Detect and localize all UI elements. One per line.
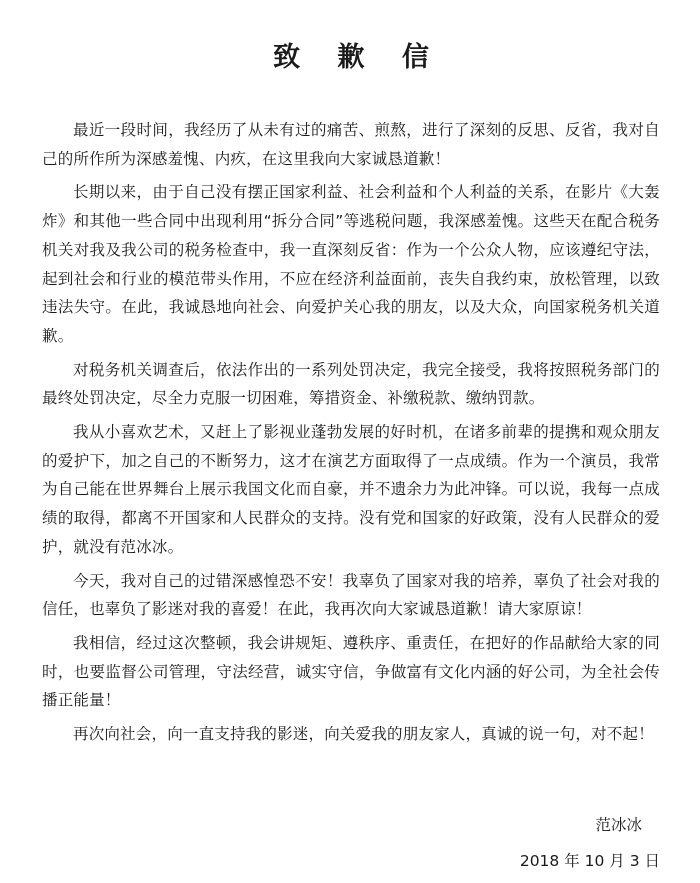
paragraph-5: 今天，我对自己的过错深感惶恐不安！我辜负了国家对我的培养，辜负了社会对我的信任，也辜负了影迷对我的喜爱！在此，我再次向大家诚恳道歉！请大家原谅！ [42, 571, 660, 619]
paragraph-6: 我相信，经过这次整顿，我会讲规矩、遵秩序、重责任，在把好的作品献给大家的同时，也要监督公司管理，守法经营，诚实守信，争做富有文化内涵的好公司，为全社会传播正能量！ [42, 633, 660, 710]
paragraph-1: 最近一段时间，我经历了从未有过的痛苦、煎熬，进行了深刻的反思、反省，我对自己的所作所为深感羞愧、内疚，在这里我向大家诚恳道歉！ [42, 121, 660, 168]
paragraph-7: 再次向社会，向一直支持我的影迷，向关爱我的朋友家人，真诚的说一句，对不起！ [73, 725, 654, 744]
paragraph-2: 长期以来，由于自己没有摆正国家利益、社会利益和个人利益的关系，在影片《大轰炸》和其他一些合同中出现利用“拆分合同”等逃税问题，我深感羞愧。这些天在配合税务机关对我及我公司的税务检查中，我一直深刻反省：作为一个公众人物，应该遵纪守法，起到社会和行业的模范带头作用，不应在经济利益面前，丧失自我约束，放松管理，以致违法失守。在此，我诚恳地向社会、向爱护关心我的朋友，以及大众，向国家税务机关道歉。 [42, 183, 660, 345]
signature: 范冰冰 [595, 816, 642, 834]
paragraph-3: 对税务机关调查后，依法作出的一系列处罚决定，我完全接受，我将按照税务部门的最终处罚决定，尽全力克服一切困难，筹措资金、补缴税款、缴纳罚款。 [42, 360, 660, 408]
letter-title: 致 歉 信 [273, 42, 443, 73]
letter-date: 2018 年 10 月 3 日 [519, 852, 660, 870]
letter-body [42, 116, 660, 749]
paragraph-4: 我从小喜欢艺术，又赶上了影视业蓬勃发展的好时机，在诸多前辈的提携和观众朋友的爱护下，加之自己的不断努力，这才在演艺方面取得了一点成绩。作为一个演员，我常为自己能在世界舞台上展示我国文化而自豪，并不遗余力为此冲锋。可以说，我每一点成绩的取得，都离不开国家和人民群众的支持。没有党和国家的好政策，没有人民群众的爱护，就没有范冰冰。 [42, 423, 660, 556]
